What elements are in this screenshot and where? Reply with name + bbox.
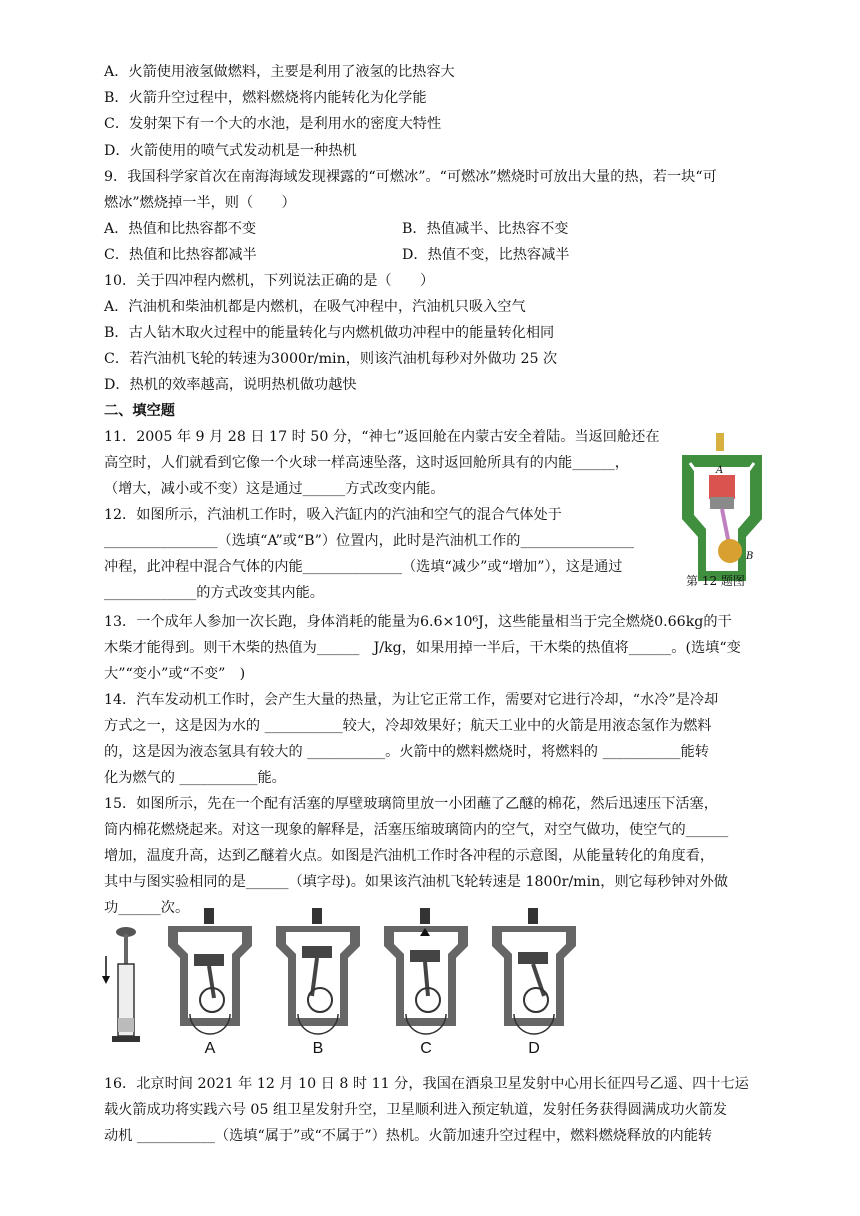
q12-line3: 冲程，此冲程中混合气体的内能______________（选填“减少”或“增加”），这是通过 <box>104 559 623 575</box>
q9-option-d: D．热值不变，比热容减半 <box>402 247 570 263</box>
q8-option-c: C．发射架下有一个大的水池，是利用水的密度大特性 <box>104 116 442 132</box>
q8-option-a: A．火箭使用液氢做燃料，主要是利用了液氢的比热容大 <box>104 64 455 80</box>
section-heading: 二、填空题 <box>104 403 175 419</box>
q15-line1: 15．如图所示，先在一个配有活塞的厚壁玻璃筒里放一小团蘸了乙醚的棉花，然后迅速压下活塞， <box>104 796 718 812</box>
engine-label-d: D <box>528 1040 540 1057</box>
piston <box>518 952 548 964</box>
engine-label-c: C <box>420 1040 432 1057</box>
piston <box>410 950 440 962</box>
flywheel-icon <box>718 539 742 563</box>
piston-chamber-a <box>709 475 735 499</box>
engine-label-a: A <box>204 1040 216 1057</box>
q13-line2: 木柴才能得到。则干木柴的热值为______ J/kg，如果用掉一半后，干木柴的热值将______。(选填“变 <box>104 640 741 656</box>
spark-plug-icon <box>420 908 430 924</box>
q14-line3: 的，这是因为液态氢具有较大的 ___________。火箭中的燃料燃烧时，将燃料的 ___________能转 <box>104 744 709 760</box>
q9-option-b: B．热值减半、比热容不变 <box>402 221 569 237</box>
q11-line2: 高空时，人们就看到它像一个火球一样高速坠落，这时返回舱所具有的内能______， <box>104 455 629 471</box>
spark-plug-icon <box>312 908 322 924</box>
q15-line5: 功______次。 <box>104 900 190 916</box>
q10-option-b: B．古人钻木取火过程中的能量转化与内燃机做功冲程中的能量转化相同 <box>104 325 555 341</box>
plunger-rod <box>124 934 128 966</box>
engine-stroke-b <box>272 906 364 1036</box>
tube-base <box>112 1036 140 1042</box>
q9-stem-line2: 燃冰”燃烧掉一半，则（ ） <box>104 195 296 211</box>
q10-option-c: C．若汽油机飞轮的转速为3000r/min，则该汽油机每秒对外做功 25 次 <box>104 351 558 367</box>
q13-line1: 13．一个成年人参加一次长跑，身体消耗的能量为6.6×10⁶J，这些能量相当于完全燃烧0.66kg的干 <box>104 614 732 630</box>
q12-line1: 12．如图所示，汽油机工作时，吸入汽缸内的汽油和空气的混合气体处于 <box>104 507 562 523</box>
q8-option-b: B．火箭升空过程中，燃料燃烧将内能转化为化学能 <box>104 90 427 106</box>
q10-stem: 10．关于四冲程内燃机，下列说法正确的是（ ） <box>104 273 435 289</box>
engine-cross-section-figure <box>676 428 768 588</box>
cotton-ball <box>118 1018 134 1032</box>
q15-line4: 其中与图实验相同的是______（填字母)。如果该汽油机飞轮转速是 1800r/min，则它每秒钟对外做 <box>104 874 728 890</box>
fig12-label-a: A <box>716 465 724 476</box>
q14-line2: 方式之一，这是因为水的 ___________较大，冷却效果好；航天工业中的火箭是用液态氢作为燃料 <box>104 718 712 734</box>
q16-line2: 载火箭成功将实践六号 05 组卫星发射升空，卫星顺利进入预定轨道，发射任务获得圆满成功火箭发 <box>104 1102 727 1118</box>
engine-stroke-d <box>488 906 580 1036</box>
q16-line1: 16．北京时间 2021 年 12 月 10 日 8 时 11 分，我国在酒泉卫星发射中心用长征四号乙遥、四十七运 <box>104 1076 749 1092</box>
q9-option-c: C．热值和比热容都减半 <box>104 247 257 263</box>
q11-line1: 11．2005 年 9 月 28 日 17 时 50 分，“神七”返回舱在内蒙古安全着陆。当返回舱还在 <box>104 429 660 445</box>
fire-piston-figure <box>96 926 146 1046</box>
q12-line2: ________________（选填“A”或“B”）位置内，此时是汽油机工作的________________ <box>104 533 634 549</box>
arrow-head <box>102 976 110 984</box>
q14-line4: 化为燃气的 ___________能。 <box>104 770 286 786</box>
q15-line3: 增加，温度升高，达到乙醚着火点。如图是汽油机工作时各冲程的示意图，从能量转化的角度看， <box>104 848 715 864</box>
engine-label-b: B <box>312 1040 324 1057</box>
q9-option-a: A．热值和比热容都不变 <box>104 221 257 237</box>
q8-option-d: D．火箭使用的喷气式发动机是一种热机 <box>104 143 357 159</box>
q11-line3: （增大，减小或不变）这是通过______方式改变内能。 <box>104 481 445 497</box>
q9-stem-line1: 9．我国科学家首次在南海海域发现裸露的“可燃冰”。“可燃冰”燃烧时可放出大量的热，若一块“可 <box>104 169 717 185</box>
spark-plug-icon <box>716 433 724 451</box>
piston <box>194 954 224 966</box>
fig12-label-b: B <box>746 551 754 562</box>
piston <box>302 946 332 958</box>
engine-stroke-a <box>164 906 256 1036</box>
piston <box>710 497 734 509</box>
q15-line2: 筒内棉花燃烧起来。对这一现象的解释是，活塞压缩玻璃筒内的空气，对空气做功，使空气的______ <box>104 822 729 838</box>
spark-plug-icon <box>528 908 538 924</box>
q12-line4: _____________的方式改变其内能。 <box>104 585 324 601</box>
q16-line3: 动机 ___________（选填“属于”或“不属于”）热机。火箭加速升空过程中，燃料燃烧释放的内能转 <box>104 1128 713 1144</box>
engine-stroke-c <box>380 906 472 1036</box>
spark-plug-icon <box>204 908 214 924</box>
q10-option-a: A．汽油机和柴油机都是内燃机，在吸气冲程中，汽油机只吸入空气 <box>104 299 526 315</box>
q13-line3: 大”“变小”或“不变” ) <box>104 666 246 682</box>
q10-option-d: D．热机的效率越高，说明热机做功越快 <box>104 377 357 393</box>
q14-line1: 14．汽车发动机工作时，会产生大量的热量，为让它正常工作，需要对它进行冷却，“水冷”是冷却 <box>104 692 719 708</box>
fig12-caption: 第 12 题图 <box>686 574 745 588</box>
